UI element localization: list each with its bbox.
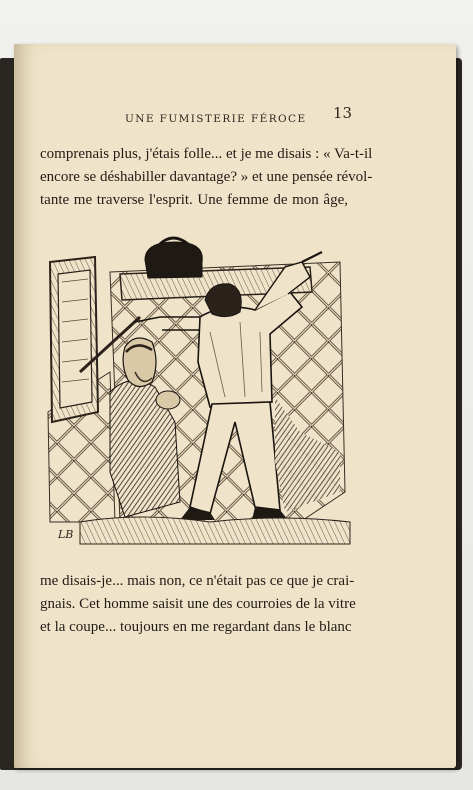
- running-head: UNE FUMISTERIE FÉROCE: [125, 113, 307, 125]
- knife: [302, 252, 322, 262]
- travel-bag: [145, 242, 202, 278]
- page-number: 13: [333, 104, 353, 122]
- text-line: tante me traverse l'esprit. Une femme de mon âge,: [40, 192, 348, 208]
- text-line: me disais-je... mais non, ce n'était pas ce que je crai-: [40, 573, 355, 589]
- text-line: encore se déshabiller davantage? » et une pensée révol-: [40, 169, 373, 185]
- text-line: comprenais plus, j'étais folle... et je me disais : « Va-t-il: [40, 146, 373, 162]
- seat-cushion: [80, 517, 350, 544]
- text-line: et la coupe... toujours en me regardant dans le blanc: [40, 619, 352, 635]
- illustrator-signature: LB: [58, 528, 74, 541]
- engraving-illustration: [40, 222, 358, 552]
- paragraph-top: [40, 143, 373, 212]
- text-line: gnais. Cet homme saisit une des courroies de la vitre: [40, 596, 356, 612]
- paragraph-bottom: [40, 570, 356, 639]
